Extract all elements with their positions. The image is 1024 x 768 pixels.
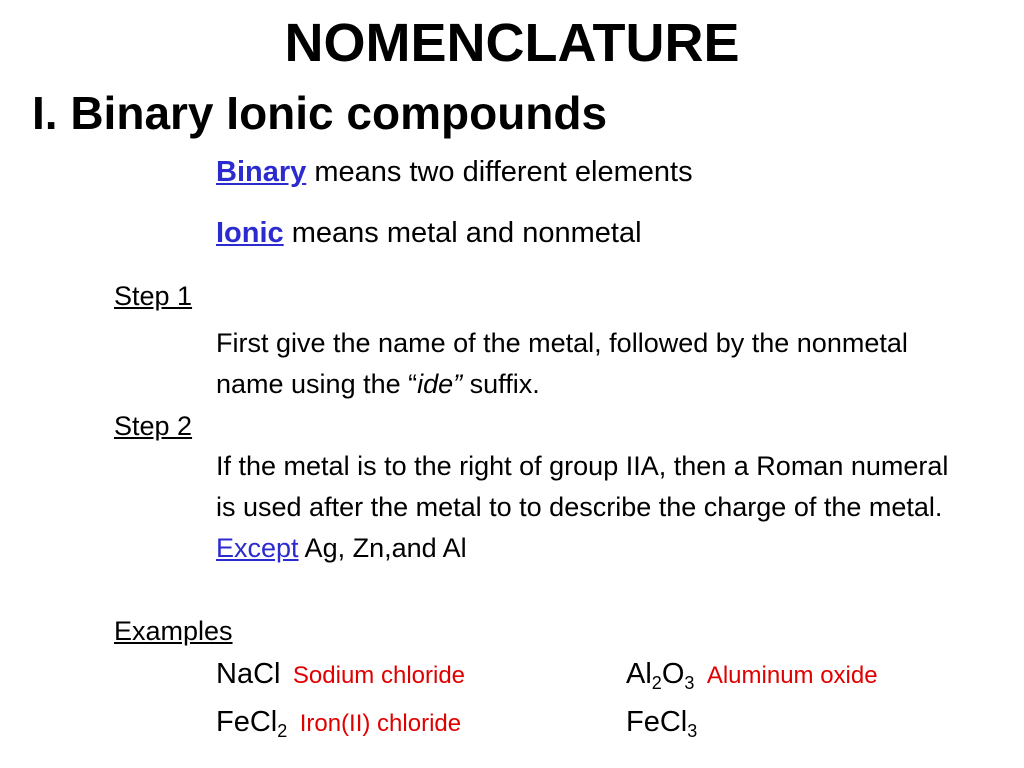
step1-text — [216, 323, 956, 405]
example-al2o3 — [626, 656, 878, 694]
term-ionic: Ionic — [216, 217, 284, 249]
page-title: NOMENCLATURE — [284, 13, 740, 73]
step1-ide: ide” — [417, 369, 463, 399]
except-link[interactable]: Except — [216, 533, 299, 563]
example-formula: NaCl — [216, 658, 281, 690]
step2-label: Step 2 — [114, 411, 193, 441]
example-fecl3 — [626, 704, 697, 740]
example-formula: FeCl$_2$ — [216, 706, 288, 741]
step1-text-after: suffix. — [462, 369, 540, 399]
examples-label: Examples — [114, 616, 233, 646]
step2-text-before: If the metal is to the right of group IIA, then a Roman numeral is used after the metal to to describe the charge of the metal. — [216, 451, 949, 522]
step2-text-after: Ag, Zn,and Al — [298, 533, 467, 563]
step1-text-before: First give the name of the metal, followed by the nonmetal name using the “ — [216, 328, 908, 399]
definition-binary-text: means two different elements — [306, 156, 693, 188]
example-formula: $Al_2O_3$ — [626, 658, 695, 693]
step1-label: Step 1 — [114, 281, 193, 311]
section-heading: I. Binary Ionic compounds — [32, 87, 608, 139]
step2-text — [216, 446, 956, 569]
definition-binary — [216, 154, 693, 190]
definition-ionic — [216, 215, 642, 251]
example-formula: FeCl$_3$ — [626, 706, 698, 741]
term-binary: Binary — [216, 156, 307, 188]
example-name: Iron(II) chloride — [299, 710, 462, 737]
example-nacl — [216, 656, 465, 694]
example-name: Aluminum oxide — [706, 662, 878, 689]
definition-ionic-text: means metal and nonmetal — [283, 217, 642, 249]
example-fecl2 — [216, 704, 461, 742]
example-name: Sodium chloride — [292, 662, 466, 689]
